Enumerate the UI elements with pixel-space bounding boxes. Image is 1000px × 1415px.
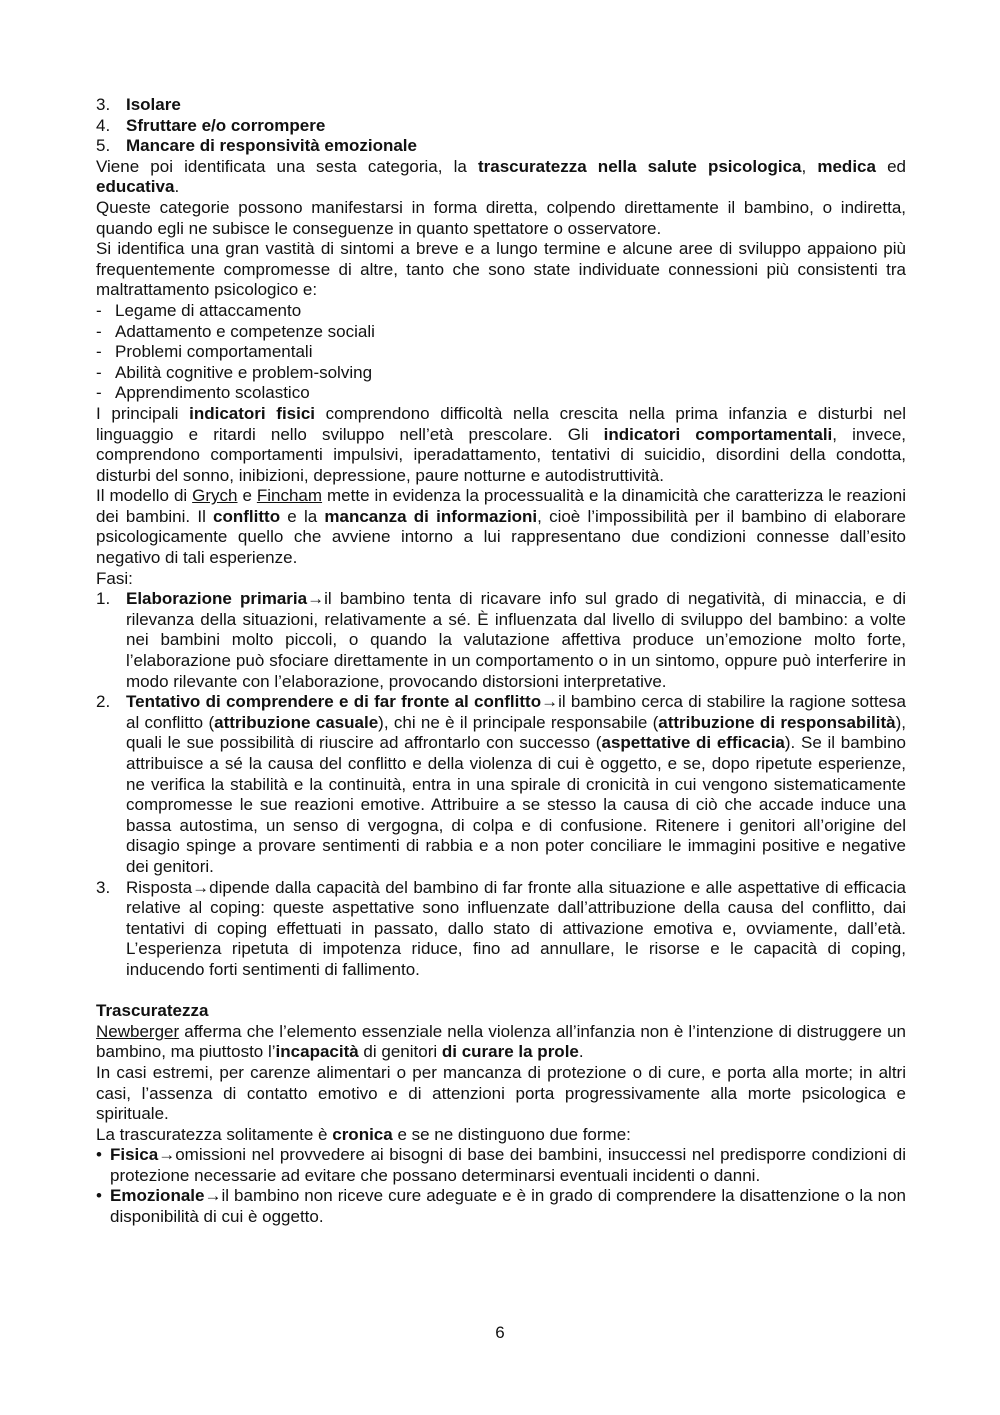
list-item-text: Problemi comportamentali <box>115 342 313 362</box>
arrow-icon: → <box>307 589 325 609</box>
list-number: 1. <box>96 589 111 609</box>
dash-marker: - <box>96 342 102 362</box>
list-item-text: Risposta→dipende dalla capacità del bambino di far fronte alla situazione e alle aspettative di efficacia relative al coping: queste aspettative sono influenzate dall’attribuzione della causa del conflitto, dai tentativi di coping effettuati in passato, dallo stato di attivazione emotiva e, ovviamente, dall’età. L’esperienza ripetuta di impotenza riduce, fino ad annullare, le risorse e le capacità di coping, inducendo forti sentimenti di fallimento. <box>126 877 906 979</box>
list-item <box>96 301 906 322</box>
document-page <box>96 95 906 1228</box>
paragraph-sintomi: Si identifica una gran vastità di sintomi a breve e a lungo termine e alcune aree di sviluppo appaiono più frequentemente compromesse di altre, tanto che sono state individuate connessioni più consistenti tra maltrattamento psicologico e: <box>96 239 906 300</box>
list-item <box>96 383 906 404</box>
list-item-text: Sfruttare e/o corrompere <box>126 115 326 135</box>
list-item-text: Fisica→omissioni nel provvedere ai bisogni di base dei bambini, insuccessi nel predisporre condizioni di protezione necessarie ad evitare che possano determinarsi eventuali incidenti o danni. <box>110 1145 906 1185</box>
list-item <box>96 95 906 116</box>
list-item-text: Mancare di responsività emozionale <box>126 136 417 156</box>
list-item-text: Tentativo di comprendere e di far fronte al conflitto→il bambino cerca di stabilire la ragione sottesa al conflitto (attribuzione casuale), chi ne è il principale responsabile (attribuzione di responsabilità), quali le sue possibilità di riuscire ad affrontarlo con successo (aspettative di efficacia). Se il bambino attribuisce a sé la causa del conflitto e della violenza di cui è oggetto, e se, dopo ripetute esperienze, ne verifica la stabilità e la continuità, entra in una spirale di cronicità in cui vengono sistematicamente compromesse le sue reazioni emotive. Attribuire a se stesso la causa di ciò che accade induce una bassa autostima, un senso di vergogna, di colpa e di confusione. Ritenere i genitori all’origine del disagio spinge a provare sentimenti di rabbia e a non poter conciliare le immagini positive e negative dei genitori. <box>126 692 907 876</box>
page-number: 6 <box>495 1323 505 1342</box>
list-item <box>96 363 906 384</box>
list-number: 3. <box>96 877 111 897</box>
list-item <box>96 116 906 137</box>
dash-marker: - <box>96 362 102 382</box>
list-number: 3. <box>96 95 111 114</box>
arrow-icon: → <box>158 1145 176 1165</box>
list-number: 4. <box>96 115 111 135</box>
bullet-marker: • <box>96 1145 102 1165</box>
list-number: 2. <box>96 692 111 712</box>
fasi-label: Fasi: <box>96 568 133 588</box>
spacer <box>96 981 906 1002</box>
list-item <box>96 342 906 363</box>
bullet-marker: • <box>96 1186 102 1206</box>
paragraph-cronica: La trascuratezza solitamente è cronica e se ne distinguono due forme: <box>96 1124 631 1144</box>
list-item-text: Adattamento e competenze sociali <box>115 321 375 341</box>
paragraph-indicatori: I principali indicatori fisici comprendono difficoltà nella crescita nella prima infanzia e disturbi nel linguaggio e ritardi nello sviluppo nell’età prescolare. Gli indicatori comportamentali, invece, comprendono comportamenti impulsivi, iperadattamento, tentativi di suicidio, disordini della condotta, disturbi del sonno, inibizioni, depressione, paure notturne e autodistruttività. <box>96 403 907 485</box>
list-item-text: Isolare <box>126 95 181 114</box>
section-heading: Trascuratezza <box>96 1001 209 1021</box>
paragraph-forme: Queste categorie possono manifestarsi in forma diretta, colpendo direttamente il bambino, o indiretta, quando egli ne subisce le conseguenze in quanto spettatore o osservatore. <box>96 197 906 238</box>
list-number: 5. <box>96 136 111 156</box>
dash-marker: - <box>96 383 102 403</box>
list-item-text: Apprendimento scolastico <box>115 383 310 403</box>
list-item <box>96 692 906 877</box>
dash-marker: - <box>96 300 102 320</box>
list-item-text: Elaborazione primaria→il bambino tenta di ricavare info sul grado di negatività, di minaccia, e di rilevanza della situazioni, relativamente a sé. È influenzata dal livello di sviluppo del bambino: a volte nei bambini molto piccoli, o quando la valutazione affettiva produce un’emozione molto forte, l’elaborazione può sfociare direttamente in un comportamento o in un sintomo, oppure può interferire in modo rilevante con l’elaborazione, provocando distorsioni interpretative. <box>126 589 906 691</box>
paragraph-sesta-categoria: Viene poi identificata una sesta categoria, la trascuratezza nella salute psicologica, medica ed educativa. <box>96 156 907 197</box>
paragraph-casi-estremi: In casi estremi, per carenze alimentari o per mancanza di protezione o di cure, e porta alla morte; in altri casi, l’assenza di contatto emotivo e di attenzioni porta progressivamente alla morte psicologica e spirituale. <box>96 1062 906 1124</box>
list-item <box>96 589 906 692</box>
dash-marker: - <box>96 321 102 341</box>
list-item-text: Abilità cognitive e problem-solving <box>115 362 373 382</box>
arrow-icon: → <box>192 877 210 897</box>
list-item <box>96 322 906 343</box>
list-item <box>96 1186 906 1227</box>
arrow-icon: → <box>541 692 559 712</box>
paragraph-modello: Il modello di Grych e Fincham mette in evidenza la processualità e la dinamicità che caratterizza le reazioni dei bambini. Il conflitto e la mancanza di informazioni, cioè l’impossibilità per il bambino di elaborare psicologicamente quello che avviene intorno a lui rappresentano due condizioni connesse dall’esito negativo di tali esperienze. <box>96 486 906 568</box>
list-item-text: Emozionale→il bambino non riceve cure adeguate e è in grado di comprendere la disattenzione o la non disponibilità di cui è oggetto. <box>110 1186 906 1227</box>
arrow-icon: → <box>204 1186 222 1206</box>
list-item <box>96 878 906 981</box>
list-item-text: Legame di attaccamento <box>115 300 302 320</box>
list-item <box>96 1145 906 1186</box>
list-item <box>96 136 906 157</box>
paragraph-newberger: Newberger afferma che l’elemento essenziale nella violenza all’infanzia non è l’intenzione di distruggere un bambino, ma piuttosto l’incapacità di genitori di curare la prole. <box>96 1021 906 1062</box>
